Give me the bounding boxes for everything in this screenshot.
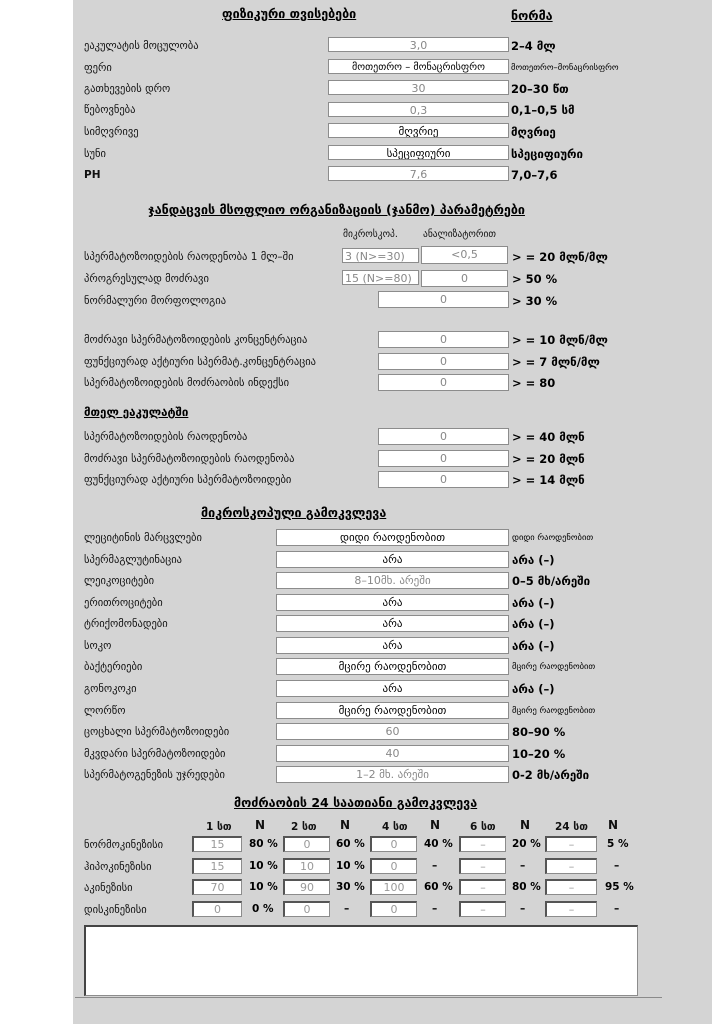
micro-row-label: ლეციტინის მარცვლები <box>84 532 202 544</box>
physical-row-norm: 2–4 მლ <box>511 39 556 53</box>
micro-row-norm: მცირე რაოდენობით <box>512 706 596 716</box>
micro-row-norm: დიდი რაოდენობით <box>512 533 594 543</box>
who-row-label: მოძრავი სპერმატოზოიდების კონცენტრაცია <box>84 334 308 346</box>
micro-row-norm: მცირე რაოდენობით <box>512 662 596 672</box>
motility-value[interactable]: – <box>459 858 506 874</box>
physical-row-norm: 0,1–0,5 სმ <box>511 103 575 117</box>
motility-value[interactable]: – <box>545 836 597 852</box>
motility-norm: 80 % <box>249 838 278 850</box>
motility-norm: 60 % <box>424 881 453 893</box>
motility-value[interactable]: 0 <box>283 836 330 852</box>
motility-value[interactable]: 100 <box>370 879 417 895</box>
micro-row-norm: არა (–) <box>512 617 555 631</box>
physical-row-value[interactable]: 3,0 <box>328 37 509 52</box>
who-row-value[interactable]: 0 <box>378 291 509 308</box>
micro-row-value[interactable]: 60 <box>276 723 509 740</box>
norm-header: ნორმა <box>511 8 553 23</box>
motility-norm: 0 % <box>252 903 274 915</box>
physical-row-value[interactable]: 0,3 <box>328 102 509 117</box>
physical-row-label: სიმღვრივე <box>84 126 139 138</box>
motility-value[interactable]: 90 <box>283 879 330 895</box>
who-row-norm: > = 7 მლნ/მლ <box>512 355 600 369</box>
micro-row-value[interactable]: არა <box>276 615 509 632</box>
who-row-label: ფუნქციურად აქტიური სპერმატ.კონცენტრაცია <box>84 356 316 368</box>
micro-row-norm: 0-2 მხ/არეში <box>512 768 590 782</box>
total-row-value[interactable]: 0 <box>378 471 509 488</box>
physical-row-norm: 7,0–7,6 <box>511 168 558 182</box>
physical-row-label: ეაკულატის მოცულობა <box>84 40 199 52</box>
who-row-label: სპერმატოზოიდების რაოდენობა 1 მლ–ში <box>84 251 294 263</box>
physical-row-norm: 20–30 წთ <box>511 82 569 96</box>
total-row-norm: > = 40 მლნ <box>512 430 585 444</box>
micro-row-norm: არა (–) <box>512 682 555 696</box>
motility-value[interactable]: 0 <box>370 836 417 852</box>
total-section-title: მთელ ეაკულატში <box>84 405 189 419</box>
motility-n-label: N <box>255 818 266 832</box>
total-row-label: მოძრავი სპერმატოზოიდების რაოდენობა <box>84 453 295 465</box>
motility-col-6h: 6 სთ <box>470 821 496 833</box>
motility-col-1h: 1 სთ <box>206 821 232 833</box>
physical-row-label: გათხევების დრო <box>84 83 171 95</box>
physical-row-label: PH <box>84 169 101 181</box>
motility-norm: 10 % <box>249 881 278 893</box>
physical-section-title: ფიზიკური თვისებები <box>222 6 357 21</box>
motility-norm: – <box>520 903 526 915</box>
motility-value[interactable]: – <box>545 858 597 874</box>
micro-row-label: გონოკოკი <box>84 683 137 695</box>
motility-value[interactable]: 0 <box>370 858 417 874</box>
motility-norm: – <box>614 860 620 872</box>
motility-value[interactable]: – <box>459 836 506 852</box>
physical-row-value[interactable]: 7,6 <box>328 166 509 181</box>
total-row-label: ფუნქციურად აქტიური სპერმატოზოიდები <box>84 474 292 486</box>
physical-row-label: წებოვნება <box>84 104 136 116</box>
who-row-norm: > = 10 მლნ/მლ <box>512 333 608 347</box>
motility-norm: 60 % <box>336 838 365 850</box>
motility-value[interactable]: – <box>459 879 506 895</box>
motility-norm: 80 % <box>512 881 541 893</box>
motility-norm: 5 % <box>607 838 629 850</box>
motility-value[interactable]: 15 <box>192 836 242 852</box>
micro-section-title: მიკროსკოპული გამოკვლევა <box>201 505 387 520</box>
who-analyzer-value[interactable]: <0,5 <box>421 246 508 264</box>
motility-norm: 20 % <box>512 838 541 850</box>
micro-row-norm: 80–90 % <box>512 725 566 739</box>
physical-row-norm: სპეციფიური <box>511 147 583 161</box>
motility-n-label: N <box>520 818 531 832</box>
micro-row-value[interactable]: მცირე რაოდენობით <box>276 702 509 719</box>
micro-column-header: მიკროსკოპ. <box>343 229 398 240</box>
motility-n-label: N <box>608 818 619 832</box>
who-row-norm: > 50 % <box>512 272 558 286</box>
micro-row-value[interactable]: არა <box>276 637 509 654</box>
motility-row-label: აკინეზისი <box>84 882 133 894</box>
motility-col-2h: 2 სთ <box>291 821 317 833</box>
micro-row-value[interactable]: არა <box>276 594 509 611</box>
motility-row-label: ჰიპოკინეზისი <box>84 861 152 873</box>
micro-row-norm: არა (–) <box>512 553 555 567</box>
motility-norm: 30 % <box>336 881 365 893</box>
motility-n-label: N <box>340 818 351 832</box>
motility-norm: – <box>520 860 526 872</box>
micro-row-label: ლეიკოციტები <box>84 575 155 587</box>
micro-row-label: ლორწო <box>84 705 126 717</box>
who-row-value[interactable]: 0 <box>378 374 509 391</box>
micro-row-value[interactable]: არა <box>276 551 509 568</box>
who-analyzer-value[interactable]: 0 <box>421 270 508 287</box>
micro-row-label: ერითროციტები <box>84 597 163 609</box>
micro-row-label: მკვდარი სპერმატოზოიდები <box>84 748 226 760</box>
who-row-norm: > = 80 <box>512 376 556 390</box>
motility-norm: – <box>432 860 438 872</box>
micro-row-label: სპერმაგლუტინაცია <box>84 554 182 566</box>
physical-row-label: სუნი <box>84 148 106 160</box>
physical-row-value[interactable]: 30 <box>328 80 509 95</box>
motility-norm: 10 % <box>249 860 278 872</box>
total-row-value[interactable]: 0 <box>378 428 509 445</box>
motility-norm: – <box>432 903 438 915</box>
who-row-label: ნორმალური მორფოლოგია <box>84 295 227 307</box>
micro-row-value[interactable]: 1–2 მხ. არეში <box>276 766 509 783</box>
who-row-norm: > 30 % <box>512 294 558 308</box>
who-micro-value[interactable]: 3 (N>=30) <box>342 248 419 263</box>
motility-norm: – <box>614 903 620 915</box>
physical-row-norm: მღვრიე <box>511 125 556 139</box>
who-row-value[interactable]: 0 <box>378 331 509 348</box>
micro-row-value[interactable]: 8–10მხ. არეში <box>276 572 509 589</box>
micro-row-norm: 10–20 % <box>512 747 566 761</box>
micro-row-label: სოკო <box>84 640 112 652</box>
motility-value[interactable]: – <box>545 879 597 895</box>
micro-row-label: სპერმატოგენეზის უჯრედები <box>84 769 225 781</box>
motility-row-label: დისკინეზისი <box>84 904 147 916</box>
motility-section-title: მოძრაობის 24 საათიანი გამოკვლევა <box>234 795 478 810</box>
analyzer-column-header: ანალიზატორით <box>423 229 496 240</box>
micro-row-value[interactable]: 40 <box>276 745 509 762</box>
motility-norm: 95 % <box>605 881 634 893</box>
who-row-label: პროგრესულად მოძრავი <box>84 273 209 285</box>
micro-row-label: ბაქტერიები <box>84 661 143 673</box>
motility-col-4h: 4 სთ <box>382 821 408 833</box>
motility-value[interactable]: 0 <box>283 901 330 917</box>
motility-col-24h: 24 სთ <box>555 821 588 833</box>
motility-value[interactable]: – <box>545 901 597 917</box>
total-row-norm: > = 20 მლნ <box>512 452 585 466</box>
physical-row-value[interactable]: სპეციფიური <box>328 145 509 160</box>
physical-row-value[interactable]: მოთეთრო – მონაცრისფრო <box>328 59 509 74</box>
motility-value[interactable]: 0 <box>192 901 242 917</box>
motility-value[interactable]: – <box>459 901 506 917</box>
who-section-title: ჯანდაცვის მსოფლიო ორგანიზაციის (ჯანმო) პარამეტრები <box>148 202 525 217</box>
total-row-label: სპერმატოზოიდების რაოდენობა <box>84 431 248 443</box>
physical-row-norm: მოთეთრო–მონაცრისფრო <box>511 63 619 73</box>
who-row-value[interactable]: 0 <box>378 353 509 370</box>
physical-row-label: ფერი <box>84 62 112 74</box>
motility-value[interactable]: 15 <box>192 858 242 874</box>
motility-norm: 40 % <box>424 838 453 850</box>
micro-row-norm: არა (–) <box>512 596 555 610</box>
micro-row-label: ტრიქომონადები <box>84 618 168 630</box>
micro-row-value[interactable]: არა <box>276 680 509 697</box>
physical-row-value[interactable]: მღვრიე <box>328 123 509 138</box>
motility-norm: 10 % <box>336 860 365 872</box>
micro-row-value[interactable]: დიდი რაოდენობით <box>276 529 509 546</box>
who-row-norm: > = 20 მლნ/მლ <box>512 250 608 264</box>
motility-n-label: N <box>430 818 441 832</box>
motility-value[interactable]: 70 <box>192 879 242 895</box>
micro-row-value[interactable]: მცირე რაოდენობით <box>276 658 509 675</box>
total-row-norm: > = 14 მლნ <box>512 473 585 487</box>
comments-textarea[interactable] <box>84 925 638 996</box>
who-micro-value[interactable]: 15 (N>=80) <box>342 270 419 285</box>
motility-norm: – <box>344 903 350 915</box>
micro-row-norm: 0–5 მხ/არეში <box>512 574 591 588</box>
micro-row-label: ცოცხალი სპერმატოზოიდები <box>84 726 230 738</box>
micro-row-norm: არა (–) <box>512 639 555 653</box>
motility-value[interactable]: 0 <box>370 901 417 917</box>
motility-row-label: ნორმოკინეზისი <box>84 839 164 851</box>
motility-value[interactable]: 10 <box>283 858 330 874</box>
who-row-label: სპერმატოზოიდების მოძრაობის ინდექსი <box>84 377 290 389</box>
bottom-divider <box>75 997 662 998</box>
total-row-value[interactable]: 0 <box>378 450 509 467</box>
